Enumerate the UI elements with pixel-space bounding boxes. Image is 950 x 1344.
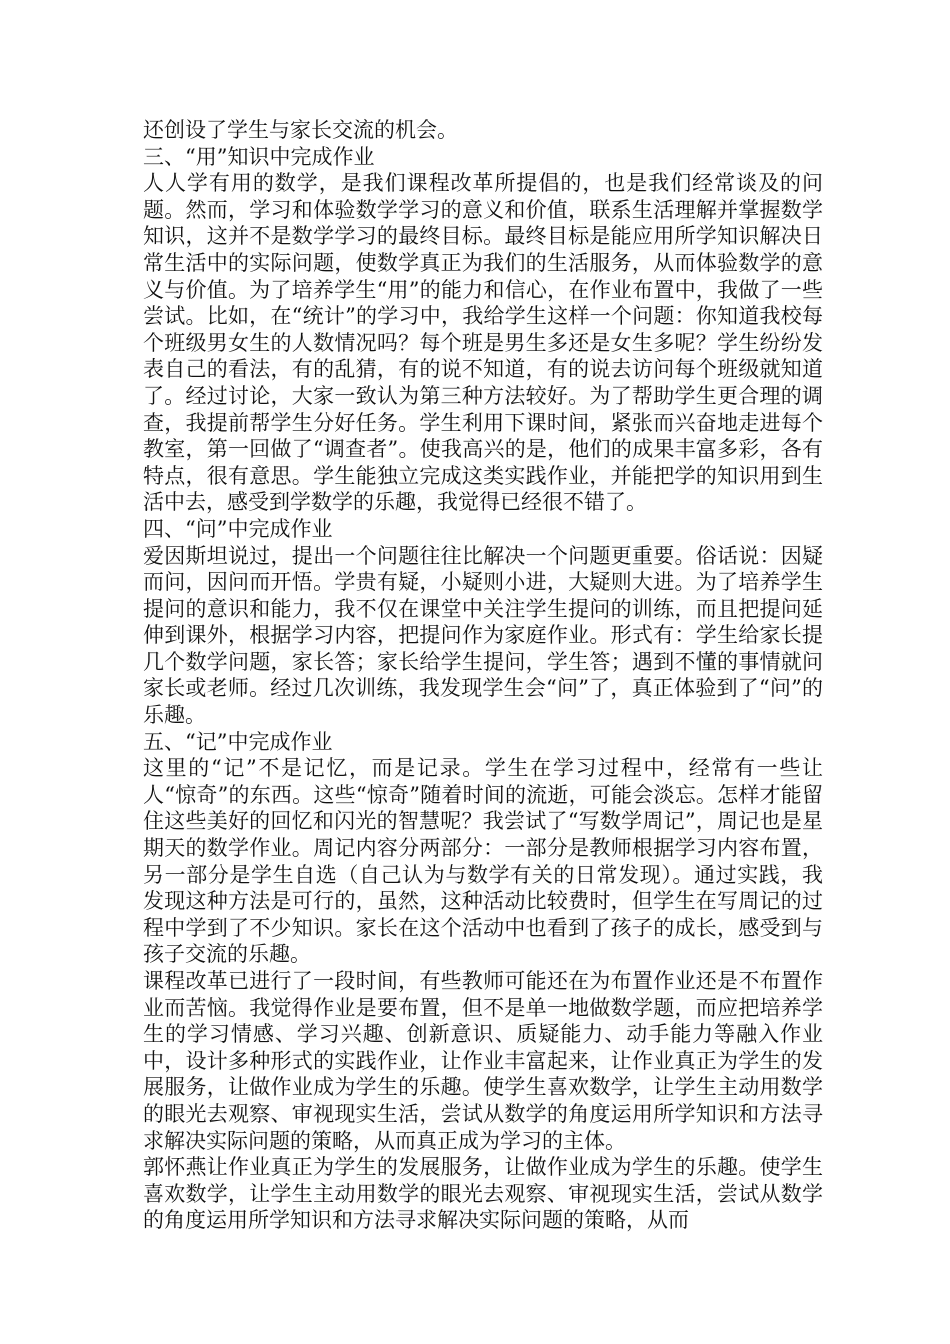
section-heading-use: 三、“用”知识中完成作业 <box>143 144 375 169</box>
section-heading-ask: 四、“问”中完成作业 <box>143 516 333 541</box>
paragraph-ask: 爱因斯坦说过，提出一个问题往往比解决一个问题更重要。俗话说：因疑而问，因问而开悟。学贵有疑，小疑则小进，大疑则大进。为了培养学生提问的意识和能力，我不仅在课堂中关注学生提问的训练，而且把提问延伸到课外，根据学习内容，把提问作为家庭作业。形式有：学生给家长提几个数学问题，家长答；家长给学生提问，学生答；遇到不懂的事情就问家长或老师。经过几次训练，我发现学生会“问”了，真正体验到了“问”的乐趣。 <box>143 543 823 728</box>
paragraph-use: 人人学有用的数学，是我们课程改革所提倡的，也是我们经常谈及的问题。然而，学习和体验数学学习的意义和价值，联系生活理解并掌握数学知识，这并不是数学学习的最终目标。最终目标是能应用所学知识解决日常生活中的实际问题，使数学真正为我们的生活服务，从而体验数学的意义与价值。为了培养学生“用”的能力和信心，在作业布置中，我做了一些尝试。比如，在“统计”的学习中，我给学生这样一个问题：你知道我校每个班级男女生的人数情况吗？每个班是男生多还是女生多呢？学生纷纷发表自己的看法，有的乱猜，有的说不知道，有的说去访问每个班级就知道了。经过讨论，大家一致认为第三种方法较好。为了帮助学生更合理的调查，我提前帮学生分好任务。学生利用下课时间，紧张而兴奋地走进每个教室，第一回做了“调查者”。使我高兴的是，他们的成果丰富多彩，各有特点，很有意思。学生能独立完成这类实践作业，并能把学的知识用到生活中去，感受到学数学的乐趣，我觉得已经很不错了。 <box>143 171 823 515</box>
paragraph-conclusion: 课程改革已进行了一段时间，有些教师可能还在为布置作业还是不布置作业而苦恼。我觉得作业是要布置，但不是单一地做数学题，而应把培养学生的学习情感、学习兴趣、创新意识、质疑能力、动手能力等融入作业中，设计多种形式的实践作业，让作业丰富起来，让作业真正为学生的发展服务，让做作业成为学生的乐趣。使学生喜欢数学，让学生主动用数学的眼光去观察、审视现实生活，尝试从数学的角度运用所学知识和方法寻求解决实际问题的策略，从而真正成为学习的主体。 <box>143 969 823 1153</box>
document-page <box>143 117 823 1234</box>
section-heading-record: 五、“记”中完成作业 <box>143 729 333 754</box>
paragraph-record: 这里的“记”不是记忆，而是记录。学生在学习过程中，经常有一些让人“惊奇”的东西。这些“惊奇”随着时间的流逝，可能会淡忘。怎样才能留住这些美好的回忆和闪光的智慧呢？我尝试了“写数学周记”，周记也是星期天的数学作业。周记内容分两部分：一部分是教师根据学习内容布置，另一部分是学生自选（自己认为与数学有关的日常发现）。通过实践，我发现这种方法是可行的，虽然，这种活动比较费时，但学生在写周记的过程中学到了不少知识。家长在这个活动中也看到了孩子的成长，感受到与孩子交流的乐趣。 <box>143 756 823 967</box>
paragraph-continuation: 还创设了学生与家长交流的机会。 <box>143 118 458 142</box>
paragraph-closing: 郭怀燕让作业真正为学生的发展服务，让做作业成为学生的乐趣。使学生喜欢数学，让学生主动用数学的眼光去观察、审视现实生活，尝试从数学的角度运用所学知识和方法寻求解决实际问题的策略，从而 <box>143 1155 823 1233</box>
